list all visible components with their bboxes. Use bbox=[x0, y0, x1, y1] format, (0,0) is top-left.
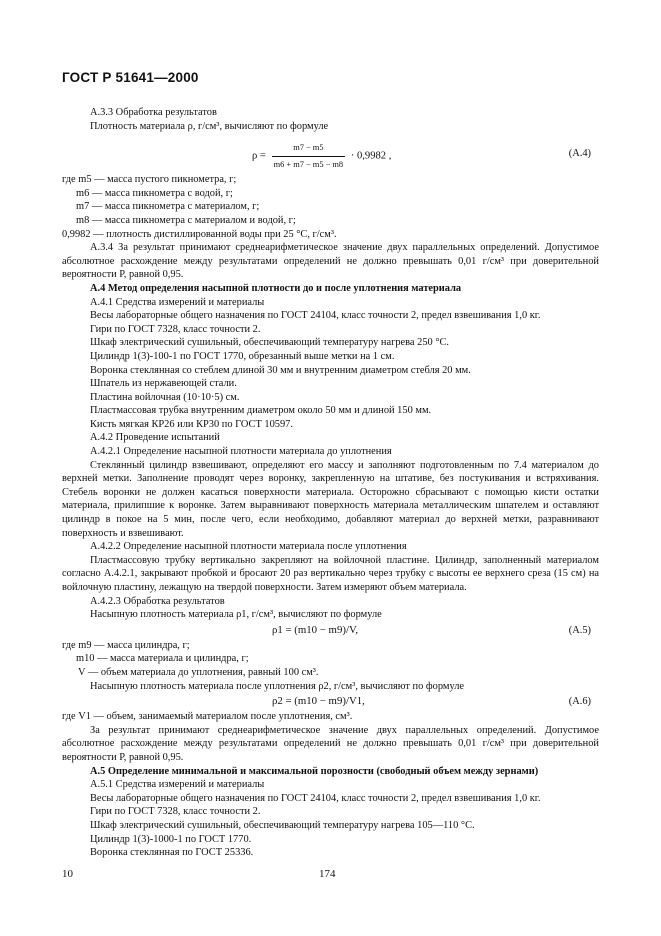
subsection-heading: А.5.1 Средства измерений и материалы bbox=[90, 779, 265, 791]
formula-a4-fraction bbox=[272, 141, 346, 171]
list-item: Шкаф электрический сушильный, обеспечивающий температуру нагрева 250 °С. bbox=[90, 337, 450, 349]
list-item: Шкаф электрический сушильный, обеспечивающий температуру нагрева 105—110 °С. bbox=[90, 819, 475, 831]
subsection-heading: А.4.2 Проведение испытаний bbox=[90, 432, 220, 444]
formula-a5 bbox=[62, 622, 599, 639]
subsection-heading: А.4.1 Средства измерений и материалы bbox=[90, 296, 265, 308]
paragraph: Насыпную плотность материала после уплотнения ρ2, г/см³, вычисляют по формуле bbox=[90, 680, 464, 692]
formula-a4-body bbox=[252, 141, 391, 171]
list-item: Пластина войлочная (10·10·5) см. bbox=[90, 391, 240, 403]
paragraph: Пластмассовую трубку вертикально закрепляют на войлочной пластине. Цилиндр, заполненный материалом согласно А.4.2.1, закрывают пробкой и бросают 20 раз вертикально через трубку с высоты ее верхнего среза (15 см) на войлочную пластину, лежащую на твердой поверхности. Затем измеряют объем материала. bbox=[62, 554, 599, 593]
paragraph: А.3.4 За результат принимают среднеарифметическое значение двух параллельных определений. Допустимое абсолютное расхождение между результатами определений не должно превышать 0,01 г/см³ при доверительной вероятности Р, равной 0,95. bbox=[62, 242, 599, 281]
standard-header: ГОСТ Р 51641—2000 bbox=[62, 70, 199, 85]
list-item: Цилиндр 1(3)-1000-1 по ГОСТ 1770. bbox=[90, 833, 252, 845]
definition-line: где m5 — масса пустого пикнометра, г; bbox=[62, 174, 237, 186]
formula-a4-tail: · 0,9982 , bbox=[350, 150, 392, 162]
list-item: Воронка стеклянная по ГОСТ 25336. bbox=[90, 847, 254, 859]
section-heading: А.4 Метод определения насыпной плотности до и после уплотнения материала bbox=[90, 282, 462, 294]
definition-line: где V1 — объем, занимаемый материалом после уплотнения, см³. bbox=[62, 711, 353, 723]
section-heading: А.5 Определение минимальной и максимальной порозности (свободный объем между зернами) bbox=[90, 765, 539, 777]
page-number: 10 bbox=[62, 868, 73, 880]
formula-a4-denominator: m6 + m7 − m5 − m8 bbox=[273, 159, 344, 169]
list-item: Цилиндр 1(3)-100-1 по ГОСТ 1770, обрезанный выше метки на 1 см. bbox=[90, 350, 395, 362]
list-item: Гири по ГОСТ 7328, класс точности 2. bbox=[90, 806, 261, 818]
list-item: Шпатель из нержавеющей стали. bbox=[90, 378, 237, 390]
definition-line: V — объем материала до уплотнения, равный 100 см³. bbox=[78, 666, 319, 678]
subsection-heading: А.4.2.1 Определение насыпной плотности материала до уплотнения bbox=[90, 446, 392, 458]
sheet-number: 174 bbox=[319, 868, 336, 880]
formula-a4-numerator: m7 − m5 bbox=[272, 141, 346, 157]
list-item: Пластмассовая трубка внутренним диаметром около 50 мм и длиной 150 мм. bbox=[90, 405, 432, 417]
definition-line: m10 — масса материала и цилиндра, г; bbox=[76, 653, 249, 665]
definition-line: m6 — масса пикнометра с водой, г; bbox=[76, 187, 233, 199]
subsection-heading: А.3.3 Обработка результатов bbox=[90, 107, 217, 118]
page-body bbox=[62, 106, 599, 860]
formula-a4-lhs: ρ = bbox=[252, 150, 266, 162]
definition-line: m8 — масса пикнометра с материалом и водой, г; bbox=[76, 214, 296, 226]
formula-a6 bbox=[62, 693, 599, 710]
paragraph: Стеклянный цилиндр взвешивают, определяют его массу и заполняют подготовленным по 7.4 материалом до верхней метки. Заполнение проводят через воронку, закрепленную на штативе, без постукивания и встряхивания. Стебель воронки не должен касаться поверхности материала. Осторожно сбрасывают с помощью кисти остатки материала, прилипшие к воронке. Затем выравнивают поверхность материала металлическим шпателем и оставляют цилиндр в покое на 5 мин, после чего, если необходимо, добавляют материал до верхней метки, разравнивают поверхность и взвешивают. bbox=[62, 459, 599, 539]
formula-a4-number: (А.4) bbox=[568, 148, 591, 160]
definition-line: m7 — масса пикнометра с материалом, г; bbox=[76, 201, 260, 213]
list-item: Воронка стеклянная со стеблем длиной 30 мм и внутренним диаметром стебля 20 мм. bbox=[90, 364, 471, 376]
subsection-heading: А.4.2.2 Определение насыпной плотности материала после уплотнения bbox=[90, 541, 407, 553]
formula-a5-number: (А.5) bbox=[568, 624, 591, 636]
paragraph: Насыпную плотность материала ρ1, г/см³, вычисляют по формуле bbox=[90, 609, 382, 621]
formula-a5-body: ρ1 = (m10 − m9)/V, bbox=[272, 623, 359, 636]
definition-line: где m9 — масса цилиндра, г; bbox=[62, 639, 190, 651]
list-item: Гири по ГОСТ 7328, класс точности 2. bbox=[90, 323, 261, 335]
paragraph: За результат принимают среднеарифметическое значение двух параллельных определений. Допустимое абсолютное расхождение между результатами определений не должно превышать 0,01 г/см³ при доверительной вероятности Р, равной 0,95. bbox=[62, 724, 599, 763]
formula-a6-body: ρ2 = (m10 − m9)/V1, bbox=[272, 695, 365, 708]
list-item: Весы лабораторные общего назначения по ГОСТ 24104, класс точности 2, предел взвешивания 1,0 кг. bbox=[90, 310, 541, 322]
list-item: Весы лабораторные общего назначения по ГОСТ 24104, класс точности 2, предел взвешивания 1,0 кг. bbox=[90, 792, 541, 804]
paragraph: Плотность материала ρ, г/см³, вычисляют по формуле bbox=[90, 120, 329, 132]
subsection-heading: А.4.2.3 Обработка результатов bbox=[90, 595, 225, 607]
formula-a4 bbox=[62, 136, 599, 170]
formula-a6-number: (А.6) bbox=[568, 696, 591, 708]
definition-line: 0,9982 — плотность дистиллированной воды при 25 °С, г/см³. bbox=[62, 228, 337, 240]
list-item: Кисть мягкая КР26 или КР30 по ГОСТ 10597. bbox=[90, 418, 293, 430]
